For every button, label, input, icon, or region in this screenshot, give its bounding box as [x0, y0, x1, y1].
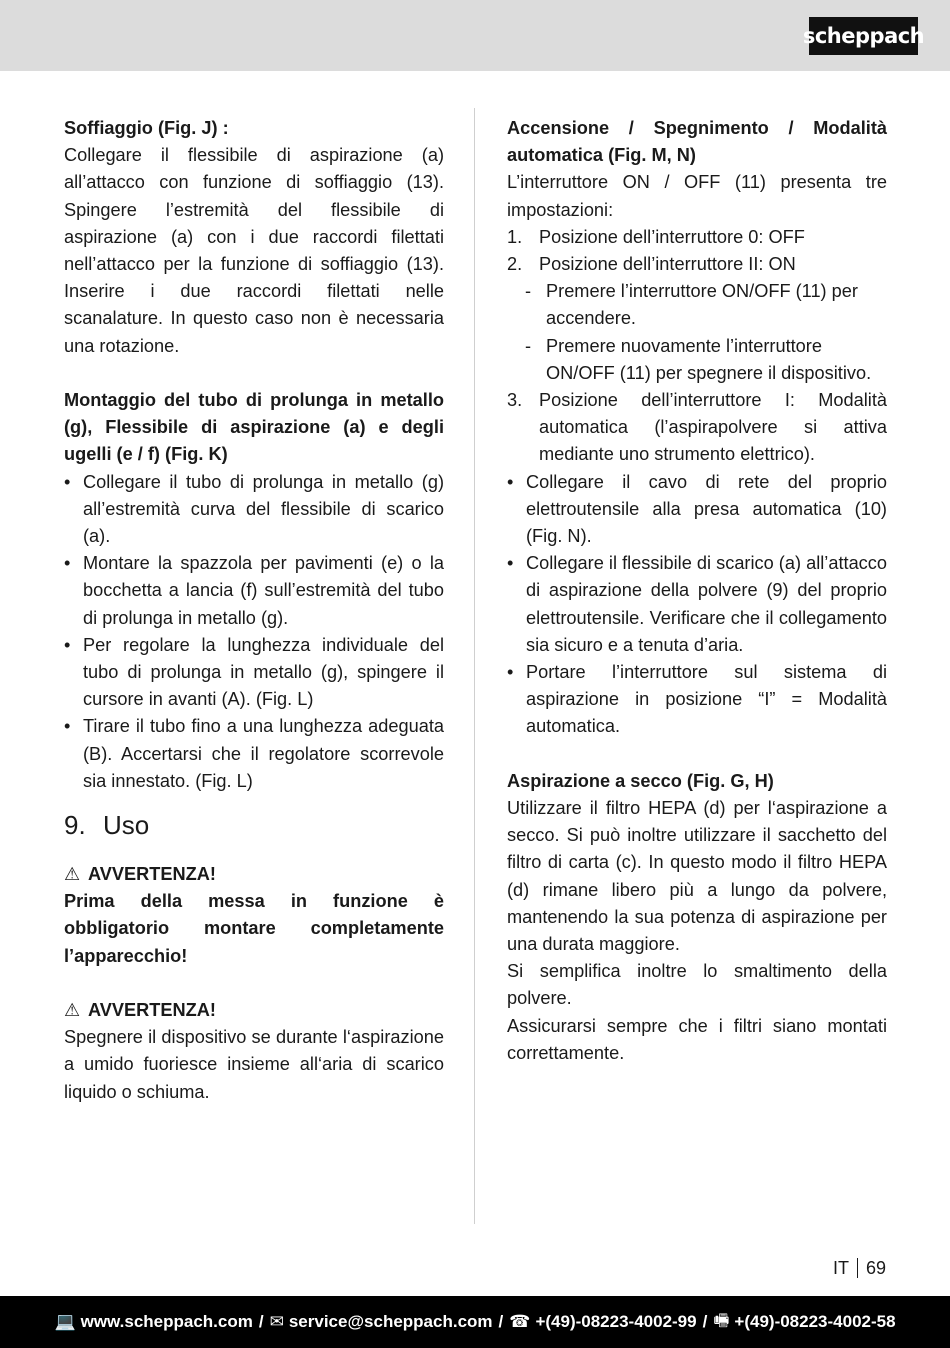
phone-icon: ☎	[509, 1312, 531, 1331]
dash-item-text: Premere l’interruttore ON/OFF (11) per accendere.	[546, 281, 858, 329]
computer-icon: 💻	[54, 1312, 76, 1331]
item-number: 3.	[507, 390, 523, 411]
list-item	[64, 550, 444, 632]
section-title-blowing: Soffiaggio (Fig. J) :	[64, 118, 229, 138]
dash-item	[507, 278, 887, 332]
chapter-title: Uso	[103, 810, 150, 841]
numbered-item	[507, 224, 887, 251]
column-divider	[474, 108, 475, 1224]
dash-icon: -	[525, 281, 532, 302]
list-item-text: Collegare il cavo di rete del proprio elettroutensile alla presa automatica (10) (Fig. N).	[526, 471, 887, 547]
bullet-icon: •	[507, 553, 514, 574]
page-number	[833, 1256, 886, 1280]
list-item-text: Collegare il flessibile di scarico (a) all’attacco di aspirazione della polvere (9) del proprio elettroutensile. Verificare che il collegamento sia sicuro e a tenuta d’aria.	[526, 553, 887, 655]
warning-heading	[64, 997, 444, 1024]
list-item	[507, 659, 887, 741]
list-item-text: Collegare il tubo di prolunga in metallo (g) all’estremità curva del flessibile di scarico (a).	[83, 471, 444, 547]
warning-text: Prima della messa in funzione è obbligatorio montare completamente l’apparecchio!	[64, 891, 444, 966]
bullet-icon: •	[507, 471, 514, 492]
warning-title: AVVERTENZA!	[88, 864, 216, 885]
page-number-value: 69	[865, 1258, 886, 1278]
list-item-text: Tirare il tubo fino a una lunghezza adeguata (B). Accertarsi che il regolatore scorrevole sia innestato. (Fig. L)	[83, 716, 444, 791]
dash-item-text: Premere nuovamente l’interruttore ON/OFF (11) per spegnere il dispositivo.	[546, 335, 872, 383]
section-title-assembly: Montaggio del tubo di prolunga in metallo (g), Flessibile di aspirazione (a) e degli ugelli (e / f) (Fig. K)	[64, 390, 444, 465]
paragraph: Assicurarsi sempre che i filtri siano montati correttamente.	[507, 1015, 887, 1063]
numbered-item-text: Posizione dell’interruttore I: Modalità automatica (l’aspirapolvere si attiva mediante uno strumento elettrico).	[539, 390, 887, 465]
page-language: IT	[832, 1258, 849, 1278]
fax-icon: 🖷	[713, 1310, 730, 1330]
section-title-switch: Accensione / Spegnimento / Modalità automatica (Fig. M, N)	[507, 118, 887, 166]
bullet-icon: •	[64, 716, 71, 737]
chapter-heading	[64, 809, 444, 841]
bullet-icon: •	[64, 471, 71, 492]
bullet-icon: •	[507, 662, 514, 683]
item-number: 1.	[507, 226, 523, 247]
list-item	[64, 632, 444, 714]
left-column	[64, 115, 444, 1106]
page-number-separator	[857, 1258, 858, 1278]
item-number: 2.	[507, 254, 523, 275]
numbered-item-text: Posizione dell’interruttore II: ON	[539, 254, 796, 275]
paragraph: Utilizzare il filtro HEPA (d) per l‘aspirazione a secco. Si può inoltre utilizzare il sacchetto del filtro di carta (c). In questo modo il filtro HEPA (d) rimane libero più a lungo da polvere, mantenendo la sua potenza di aspirazione per una durata maggiore.	[507, 798, 887, 955]
header-band	[0, 0, 950, 71]
list-item-text: Portare l’interruttore sul sistema di aspirazione in posizione “I” = Modalità automatica.	[526, 662, 887, 737]
section-intro-switch: L’interruttore ON / OFF (11) presenta tre impostazioni:	[507, 172, 887, 220]
paragraph: Si semplifica inoltre lo smaltimento della polvere.	[507, 961, 887, 1009]
footer-bar	[0, 1296, 950, 1348]
bullet-icon: •	[64, 553, 71, 574]
numbered-item	[507, 387, 887, 469]
list-item	[507, 550, 887, 659]
numbered-item	[507, 251, 887, 278]
section-title-dry-vacuum: Aspirazione a secco (Fig. G, H)	[507, 770, 774, 791]
footer-separator: /	[498, 1312, 504, 1331]
list-item	[507, 469, 887, 551]
list-item-text: Per regolare la lunghezza individuale del tubo di prolunga in metallo (g), spingere il cursore in avanti (A). (Fig. L)	[83, 634, 444, 710]
list-item	[64, 469, 444, 551]
list-item	[64, 713, 444, 795]
section-text-blowing: Collegare il flessibile di aspirazione (a) all’attacco con funzione di soffiaggio (13). Spingere l’estremità del flessibile di aspirazione (a) con i due raccordi filettati nell’attacco per la funzione di soffiaggio (13). Inserire i due raccordi filettati nelle scanalature. In questo caso non è necessaria una rotazione.	[64, 145, 444, 356]
list-item-text: Montare la spazzola per pavimenti (e) o la bocchetta a lancia (f) sull’estremità del tubo di prolunga in metallo (g).	[83, 553, 444, 628]
footer-website-link[interactable]: www.scheppach.com	[80, 1312, 253, 1331]
warning-text: Spegnere il dispositivo se durante l‘aspirazione a umido fuoriesce insieme all‘aria di scarico liquido o schiuma.	[64, 1027, 444, 1102]
numbered-item-text: Posizione dell’interruttore 0: OFF	[539, 226, 805, 247]
brand-logo: scheppach	[809, 17, 918, 55]
footer-separator: /	[702, 1312, 708, 1331]
warning-icon: ⚠	[64, 864, 81, 885]
warning-icon: ⚠	[64, 1000, 81, 1021]
footer-fax: +(49)-08223-4002-58	[734, 1312, 896, 1331]
footer-separator: /	[258, 1312, 264, 1331]
mail-icon: ✉	[269, 1312, 284, 1331]
warning-heading	[64, 861, 444, 888]
bullet-icon: •	[64, 634, 71, 655]
warning-title: AVVERTENZA!	[88, 1000, 216, 1021]
right-column	[507, 115, 887, 1067]
footer-phone: +(49)-08223-4002-99	[535, 1312, 697, 1331]
dash-icon: -	[525, 335, 532, 356]
dash-item	[507, 333, 887, 387]
footer-email-link[interactable]: service@scheppach.com	[288, 1312, 493, 1331]
chapter-number: 9.	[64, 810, 86, 841]
